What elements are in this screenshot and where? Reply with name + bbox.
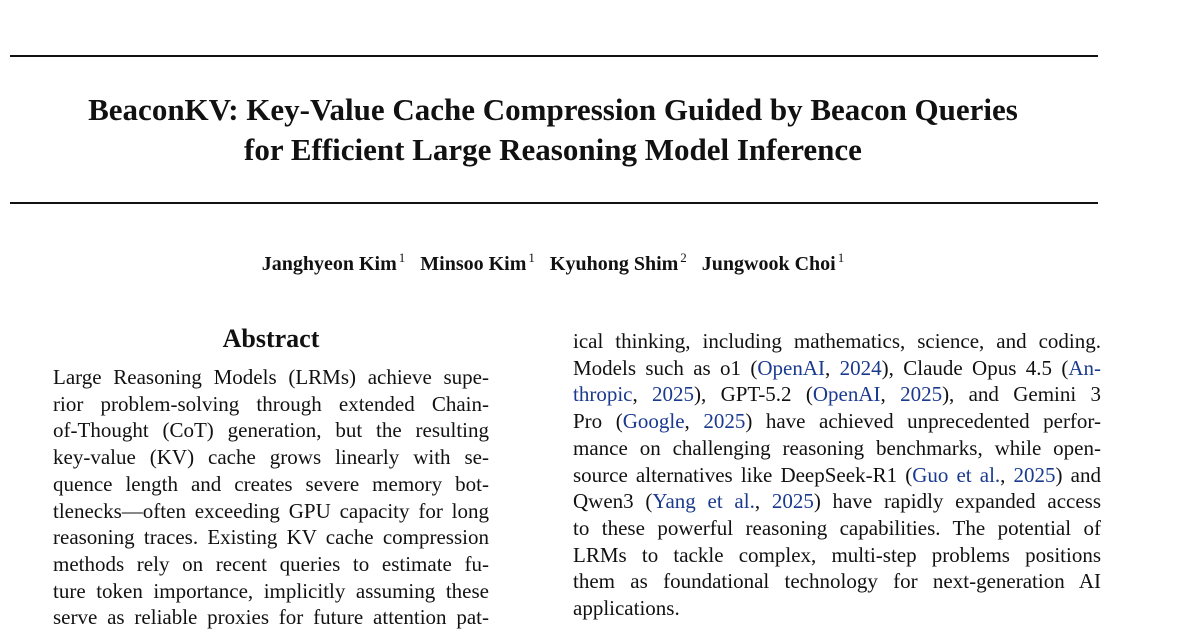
abstract-heading: Abstract [222,324,320,353]
intro-text: Pro ( [573,409,623,434]
citation-link[interactable]: 2025 [900,382,943,407]
author-name: Minsoo Kim [420,252,527,275]
citation-link[interactable]: 2024 [839,355,882,380]
citation-link[interactable]: Google [622,409,685,434]
title-line: BeaconKV: Key-Value Cache Compression Guided by Beacon Queries [88,92,1018,127]
intro-text: , [754,489,772,514]
abstract-line: tlenecks—often exceeding GPU capacity for long [53,498,489,523]
affiliation-marker: 2 [680,250,687,265]
intro-text: LRMs to tackle complex, multi-step problems positions [573,542,1101,567]
title-line: for Efficient Large Reasoning Model Inference [244,132,862,167]
abstract-column [53,322,489,631]
bottom-rule [10,202,1098,204]
intro-line [573,408,1101,435]
intro-line [573,515,1101,542]
author [261,250,406,275]
author [549,250,687,275]
abstract-line: ture token importance, implicitly assuming these [53,578,489,603]
author-name: Kyuhong Shim [549,252,679,275]
abstract-line: quence length and creates severe memory bot- [53,471,489,496]
author [701,250,845,275]
intro-text: to these powerful reasoning capabilities. The potential of [573,515,1101,540]
intro-text: , [1000,462,1014,487]
abstract-line: key-value (KV) cache grows linearly with se- [53,445,489,470]
affiliation-marker: 1 [837,250,845,265]
citation-link[interactable]: 2025 [771,489,814,514]
paper-title [0,90,1106,170]
citation-link[interactable]: An- [1068,355,1102,380]
abstract-line: methods rely on recent queries to estimate fu- [53,551,489,576]
citation-link[interactable]: thropic [573,382,633,407]
author [420,250,535,275]
introduction-column [573,328,1101,622]
intro-line [573,542,1101,569]
intro-line [573,328,1101,355]
abstract-line: reasoning traces. Existing KV cache compression [53,525,489,550]
citation-link[interactable]: OpenAI [757,355,826,380]
intro-line [573,568,1101,595]
intro-text: applications. [573,596,680,621]
intro-text: , [880,382,901,407]
intro-text: Qwen3 ( [573,489,653,514]
author-list [0,250,1106,276]
citation-link[interactable]: 2025 [1013,462,1056,487]
intro-text: ) have achieved unprecedented perfor- [745,409,1101,434]
abstract-line: Large Reasoning Models (LRMs) achieve supe- [53,365,489,389]
citation-link[interactable]: 2025 [652,382,695,407]
intro-text: ), and Gemini 3 [942,382,1102,407]
citation-link[interactable]: Yang et al. [652,489,755,514]
affiliation-marker: 1 [398,250,406,265]
intro-line [573,595,1101,622]
intro-text: Models such as o1 ( [573,355,758,380]
intro-text: them as foundational technology for next-generation AI [573,569,1101,594]
abstract-line: serve as reliable proxies for future attention pat- [53,605,489,630]
intro-text: ical thinking, including mathematics, science, and coding. [573,329,1101,353]
citation-link[interactable]: Guo et al. [912,462,1001,487]
intro-line [573,435,1101,462]
intro-line [573,355,1101,382]
intro-text: source alternatives like DeepSeek-R1 ( [573,462,913,487]
intro-text: mance on challenging reasoning benchmarks, while open- [573,435,1101,460]
intro-text: , [825,355,840,380]
affiliation-marker: 1 [528,250,535,265]
intro-text: , [632,382,653,407]
author-name: Janghyeon Kim [261,252,397,275]
intro-text: ) have rapidly expanded access [813,489,1101,514]
citation-link[interactable]: OpenAI [812,382,881,407]
top-rule [10,55,1098,57]
intro-text: ) and [1055,462,1101,487]
author-name: Jungwook Choi [701,252,836,275]
abstract-line: rior problem-solving through extended Chain- [53,391,489,416]
intro-text: ), Claude Opus 4.5 ( [881,355,1069,380]
intro-text: , [684,409,704,434]
intro-line [573,488,1101,515]
intro-text: ), GPT-5.2 ( [694,382,813,407]
intro-line [573,381,1101,408]
intro-line [573,462,1101,489]
abstract-line: of-Thought (CoT) generation, but the resulting [53,418,489,443]
citation-link[interactable]: 2025 [703,409,746,434]
